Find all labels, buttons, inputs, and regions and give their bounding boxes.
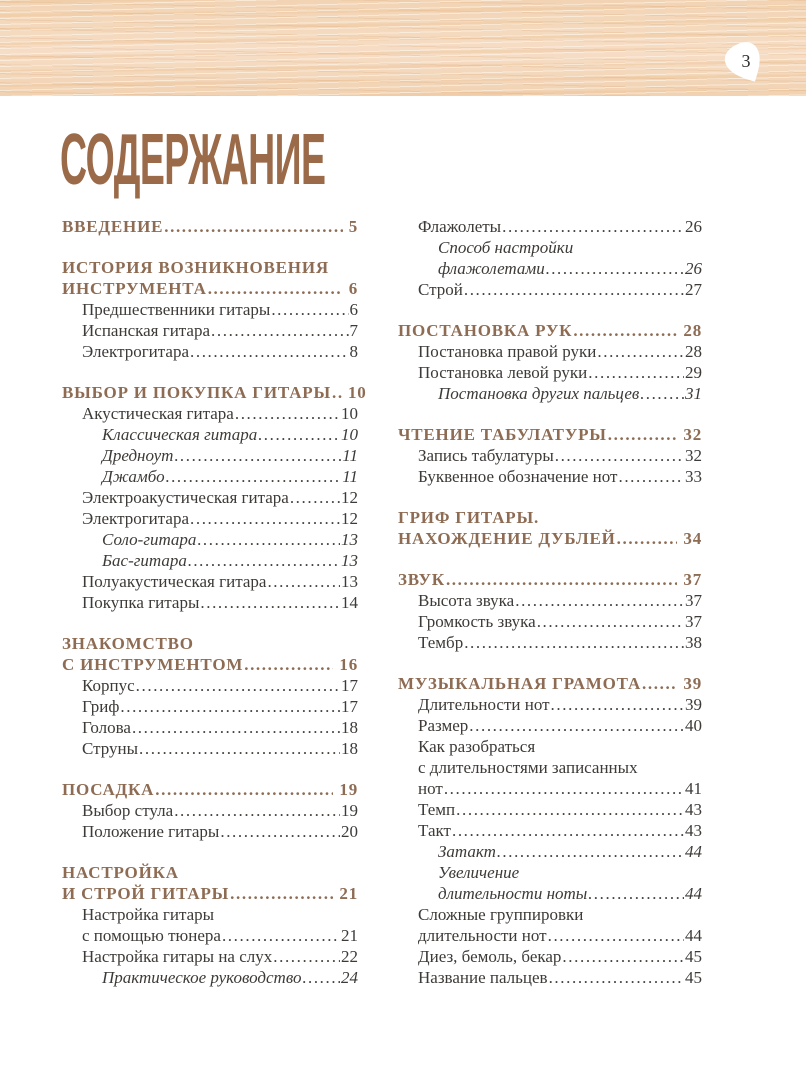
toc-entry-label: длительности ноты [438, 884, 588, 903]
toc-page-number: 45 [685, 947, 702, 966]
toc-page-number: 16 [339, 655, 358, 674]
toc-entry [398, 341, 702, 362]
toc-entry-label: Постановка левой руки [418, 363, 588, 382]
toc-page-number: 10 [347, 383, 367, 402]
dot-leader [222, 925, 340, 946]
dot-leader [303, 967, 341, 988]
toc-entry [62, 550, 358, 571]
toc-page-number: 11 [342, 446, 358, 465]
toc-entry-label: Покупка гитары [82, 593, 200, 612]
dot-leader [549, 967, 684, 988]
toc-page-number: 22 [341, 947, 358, 966]
page-number: 3 [741, 50, 751, 71]
toc-page-number: 20 [341, 822, 358, 841]
dot-leader [258, 424, 340, 445]
toc-entry-label: Электрогитара [82, 342, 189, 361]
dot-leader [608, 424, 678, 445]
dot-leader [190, 508, 340, 529]
toc-entry-label: Струны [82, 739, 139, 758]
toc-page-number: 11 [342, 467, 358, 486]
dot-leader [267, 571, 340, 592]
toc-page-number: 10 [341, 425, 358, 444]
toc-entry [62, 904, 358, 946]
toc-page-number: 37 [685, 591, 702, 610]
toc-page-number: 31 [685, 384, 702, 403]
dot-leader [208, 278, 343, 299]
toc-page-number: 27 [685, 280, 702, 299]
dot-leader [469, 715, 684, 736]
toc-page-number: 26 [685, 217, 702, 236]
toc-entry-label: Корпус [82, 676, 135, 695]
toc-entry-line: НАСТРОЙКА [62, 863, 179, 882]
dot-leader [446, 569, 677, 590]
toc-entry-label: Выбор стула [82, 801, 174, 820]
toc-entry-label: Размер [418, 716, 469, 735]
toc-entry [62, 592, 358, 613]
toc-entry-line: Как разобраться [418, 737, 536, 756]
toc-page-number: 28 [683, 321, 702, 340]
toc-page-number: 21 [341, 926, 358, 945]
toc-entry-label: Гриф [82, 697, 120, 716]
toc-entry-label: длительности нот [418, 926, 547, 945]
toc-entry-label: с помощью тюнера [82, 926, 221, 945]
toc-entry-label: Название пальцев [418, 968, 548, 987]
toc-page-number: 40 [685, 716, 702, 735]
toc-entry [62, 299, 358, 320]
toc-entry [398, 715, 702, 736]
toc-entry-label: Предшественники гитары [82, 300, 271, 319]
toc-entry [62, 445, 358, 466]
toc-page-number: 44 [685, 926, 702, 945]
toc-entry-label: Соло-гитара [102, 530, 197, 549]
dot-leader [515, 590, 684, 611]
toc-page-number: 18 [341, 739, 358, 758]
toc-entry [398, 904, 702, 946]
toc-section-heading [62, 382, 367, 403]
toc-entry [398, 967, 702, 988]
toc-entry [62, 341, 358, 362]
toc-entry-label: флажолетами [438, 259, 545, 278]
toc-entry [398, 694, 702, 715]
toc-section-heading [62, 257, 358, 299]
toc-page-number: 41 [685, 779, 702, 798]
toc-page-number: 8 [349, 342, 358, 361]
toc-entry-label: Диез, бемоль, бекар [418, 947, 562, 966]
dot-leader [588, 362, 684, 383]
toc-page-number: 5 [348, 217, 358, 236]
dot-leader [562, 946, 684, 967]
dot-leader [164, 216, 342, 237]
toc-entry-line: с длительностями записанных [418, 758, 638, 777]
toc-entry-line: Способ настройки [438, 238, 574, 257]
dot-leader [174, 445, 341, 466]
toc-entry-label: ПОСАДКА [62, 780, 155, 799]
toc-entry-label: Постановка правой руки [418, 342, 597, 361]
toc-column-left [62, 216, 367, 988]
dot-leader [136, 675, 340, 696]
toc-section-heading [62, 779, 358, 800]
toc-entry-label: Испанская гитара [82, 321, 211, 340]
toc-page-number: 38 [685, 633, 702, 652]
toc-entry-label: Такт [418, 821, 451, 840]
toc-page-number: 39 [685, 695, 702, 714]
toc-entry-label: С ИНСТРУМЕНТОМ [62, 655, 244, 674]
toc-page-number: 13 [341, 551, 358, 570]
dot-leader [464, 279, 684, 300]
toc-page-number: 28 [685, 342, 702, 361]
toc-entry [398, 946, 702, 967]
toc-page-number: 12 [341, 509, 358, 528]
toc-entry-label: НАХОЖДЕНИЕ ДУБЛЕЙ [398, 529, 616, 548]
toc-page-number: 17 [341, 676, 358, 695]
dot-leader [211, 320, 348, 341]
toc-page-number: 33 [685, 467, 702, 486]
toc-entry-label: Акустическая гитара [82, 404, 234, 423]
page-title: СОДЕРЖАНИЕ [60, 120, 326, 200]
toc-entry-label: Темп [418, 800, 456, 819]
toc-entry [62, 717, 358, 738]
toc-page-number: 29 [685, 363, 702, 382]
dot-leader [551, 694, 684, 715]
toc-entry-line: ЗНАКОМСТВО [62, 634, 194, 653]
toc-page-number: 13 [341, 572, 358, 591]
toc-page-number: 39 [683, 674, 702, 693]
toc-entry-label: Строй [418, 280, 463, 299]
toc-entry-label: ВВЕДЕНИЕ [62, 217, 164, 236]
toc-section-heading [398, 320, 702, 341]
dot-leader [597, 341, 684, 362]
toc-entry [398, 736, 702, 799]
toc-entry-label: Постановка других пальцев [438, 384, 640, 403]
toc-entry [62, 800, 358, 821]
dot-leader [456, 799, 684, 820]
toc-entry-label: Практическое руководство [102, 968, 302, 987]
toc-entry [398, 362, 702, 383]
wood-texture-header [0, 0, 806, 96]
toc-entry [398, 445, 702, 466]
toc-entry-label: Полуакустическая гитара [82, 572, 267, 591]
dot-leader [618, 466, 684, 487]
dot-leader [230, 883, 333, 904]
toc-page-number: 37 [685, 612, 702, 631]
toc-page-number: 44 [685, 842, 702, 861]
toc-section-heading [398, 424, 702, 445]
toc-entry [62, 675, 358, 696]
toc-entry [62, 487, 358, 508]
toc-page-number: 32 [685, 446, 702, 465]
toc-entry [398, 632, 702, 653]
dot-leader [200, 592, 340, 613]
page-number-badge [722, 38, 768, 88]
toc-section-heading [398, 507, 702, 549]
dot-leader [139, 738, 340, 759]
toc-entry-label: ВЫБОР И ПОКУПКА ГИТАРЫ [62, 383, 331, 402]
toc-entry [398, 216, 702, 237]
dot-leader [502, 216, 684, 237]
dot-leader [120, 696, 340, 717]
dot-leader [273, 946, 340, 967]
dot-leader [271, 299, 348, 320]
toc-page-number: 43 [685, 821, 702, 840]
dot-leader [197, 529, 340, 550]
toc-entry-label: Электроакустическая гитара [82, 488, 289, 507]
dot-leader [290, 487, 340, 508]
toc-page-number: 26 [685, 259, 702, 278]
toc-page-number: 21 [339, 884, 358, 903]
toc-section-heading [398, 673, 702, 694]
toc-page-number: 13 [341, 530, 358, 549]
toc-page-number: 6 [349, 300, 358, 319]
toc-entry [62, 738, 358, 759]
dot-leader [188, 550, 340, 571]
dot-leader [444, 778, 684, 799]
dot-leader [588, 883, 684, 904]
toc-page-number: 6 [348, 279, 358, 298]
toc-entry [62, 508, 358, 529]
dot-leader [332, 382, 342, 403]
toc-page-number: 34 [683, 529, 702, 548]
dot-leader [166, 466, 342, 487]
toc-entry [398, 383, 702, 404]
toc-entry-label: Положение гитары [82, 822, 220, 841]
dot-leader [174, 800, 340, 821]
toc-entry-label: Длительности нот [418, 695, 550, 714]
toc-page-number: 14 [341, 593, 358, 612]
toc-page-number: 32 [683, 425, 702, 444]
toc-entry-label: ПОСТАНОВКА РУК [398, 321, 573, 340]
dot-leader [235, 403, 340, 424]
toc-entry [398, 590, 702, 611]
toc-page-number: 10 [341, 404, 358, 423]
toc-section-heading [398, 569, 702, 590]
toc-entry-line: Настройка гитары [82, 905, 215, 924]
toc-page-number: 17 [341, 697, 358, 716]
toc-entry [62, 946, 358, 967]
toc-entry-label: И СТРОЙ ГИТАРЫ [62, 884, 230, 903]
toc-entry-label: Электрогитара [82, 509, 189, 528]
toc-entry [62, 696, 358, 717]
toc-section-heading [62, 216, 358, 237]
dot-leader [546, 258, 684, 279]
toc-entry-label: Флажолеты [418, 217, 502, 236]
toc-page-number: 7 [349, 321, 358, 340]
toc-entry [398, 820, 702, 841]
dot-leader [464, 632, 684, 653]
toc-entry-label: нот [418, 779, 443, 798]
toc-page-number: 19 [339, 780, 358, 799]
toc-entry-label: Высота звука [418, 591, 515, 610]
toc-entry [62, 571, 358, 592]
toc-page-number: 37 [683, 570, 702, 589]
toc-entry [62, 403, 358, 424]
dot-leader [132, 717, 340, 738]
toc-entry [398, 862, 702, 904]
toc-section-heading [62, 633, 358, 675]
toc-entry [398, 611, 702, 632]
dot-leader [642, 673, 677, 694]
dot-leader [244, 654, 333, 675]
toc-entry-label: Запись табулатуры [418, 446, 554, 465]
toc-page-number: 43 [685, 800, 702, 819]
toc-entry [62, 821, 358, 842]
dot-leader [555, 445, 684, 466]
toc-entry-label: Буквенное обозначение нот [418, 467, 618, 486]
toc-entry-line: Сложные группировки [418, 905, 584, 924]
toc-entry [62, 967, 358, 988]
dot-leader [548, 925, 684, 946]
toc-entry [398, 237, 702, 279]
toc-entry [398, 279, 702, 300]
dot-leader [537, 611, 684, 632]
toc-entry-label: Затакт [438, 842, 496, 861]
toc-page-number: 24 [341, 968, 358, 987]
dot-leader [617, 528, 678, 549]
toc-page-number: 18 [341, 718, 358, 737]
dot-leader [640, 383, 684, 404]
toc-column-right [398, 216, 702, 988]
toc-entry [62, 466, 358, 487]
toc-entry-label: Дредноут [102, 446, 174, 465]
dot-leader [573, 320, 677, 341]
toc-page-number: 12 [341, 488, 358, 507]
toc-entry-line: ИСТОРИЯ ВОЗНИКНОВЕНИЯ [62, 258, 329, 277]
dot-leader [497, 841, 684, 862]
toc-entry [398, 466, 702, 487]
toc-entry-label: ЗВУК [398, 570, 445, 589]
dot-leader [452, 820, 684, 841]
toc-entry-label: Голова [82, 718, 131, 737]
toc-entry [62, 424, 358, 445]
dot-leader [155, 779, 333, 800]
toc-entry-line: ГРИФ ГИТАРЫ. [398, 508, 540, 527]
toc-entry-label: Громкость звука [418, 612, 536, 631]
toc-page-number: 44 [685, 884, 702, 903]
toc-entry-label: Тембр [418, 633, 464, 652]
toc-entry-label: Джамбо [102, 467, 165, 486]
toc-entry [62, 529, 358, 550]
toc-entry-label: Классическая гитара [102, 425, 258, 444]
toc-entry-label: ЧТЕНИЕ ТАБУЛАТУРЫ [398, 425, 607, 444]
toc-entry-label: ИНСТРУМЕНТА [62, 279, 207, 298]
dot-leader [190, 341, 349, 362]
dot-leader [220, 821, 340, 842]
toc-entry [398, 841, 702, 862]
toc-entry [62, 320, 358, 341]
toc-page-number: 19 [341, 801, 358, 820]
toc-section-heading [62, 862, 358, 904]
toc-entry-label: Бас-гитара [102, 551, 187, 570]
toc-entry-label: МУЗЫКАЛЬНАЯ ГРАМОТА [398, 674, 642, 693]
toc-entry [398, 799, 702, 820]
toc-entry-line: Увеличение [438, 863, 520, 882]
toc-entry-label: Настройка гитары на слух [82, 947, 273, 966]
toc-page-number: 45 [685, 968, 702, 987]
